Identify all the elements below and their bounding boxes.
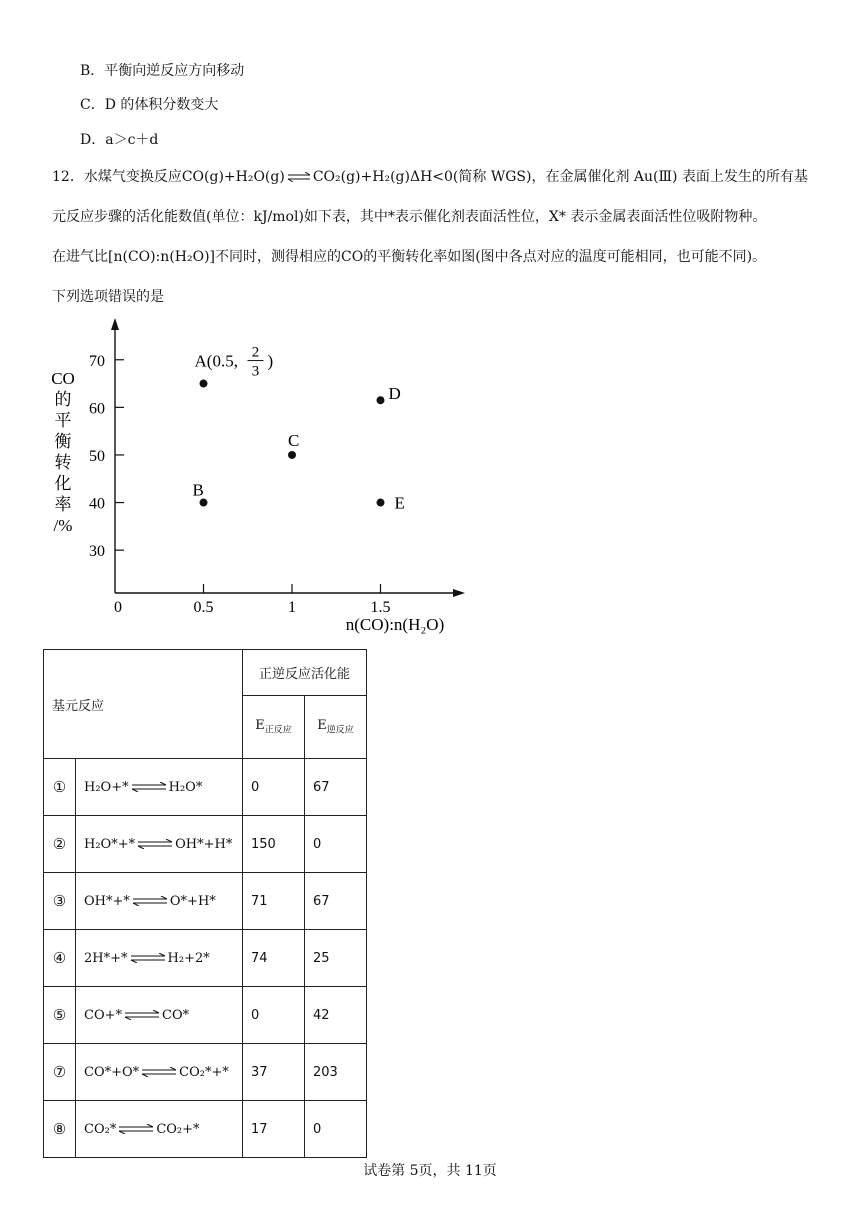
e-reverse-value: 0 [305,1101,367,1158]
table-row [44,987,367,1044]
products: H₂O* [168,779,203,795]
products: O*+H* [169,893,216,909]
e-reverse-value: 67 [305,759,367,816]
products: CO* [162,1007,190,1023]
e-reverse-value: 0 [305,816,367,873]
y-axis-arrow-icon [111,318,119,330]
e-reverse-value: 25 [305,930,367,987]
option-b: B．平衡向逆反应方向移动 [80,63,245,79]
option-c: C．D 的体积分数变大 [80,97,219,113]
reaction-left: CO(g)+H₂O(g) [181,169,285,185]
equilibrium-arrow-icon [118,1124,154,1134]
point-label: B [192,480,204,500]
products: H₂+2* [167,950,210,966]
row-number: ② [44,816,76,873]
reaction-equation [76,873,243,930]
e-forward-value: 74 [243,930,305,987]
y-axis-label-char: 的 [54,390,72,409]
table-row [44,1101,367,1158]
e-reverse-value: 203 [305,1044,367,1101]
fraction-numerator: 2 [251,344,260,361]
e-reverse-value: 67 [305,873,367,930]
reactants: H₂O+* [84,779,129,795]
reaction-equation [76,987,243,1044]
x-axis-label: n(CO):n(H₂O) [345,615,445,634]
table-row [44,759,367,816]
question-line-2: 元反应步骤的活化能数值(单位：kJ/mol)如下表，其中*表示催化剂表面活性位，X* 表示金属表面活性位吸附物种。 [52,209,767,225]
reactants: CO+* [84,1007,122,1023]
y-tick-label: 50 [89,447,105,465]
e-reverse-value: 42 [305,987,367,1044]
y-tick-label: 30 [89,543,105,561]
table-row [44,1044,367,1101]
row-number: ③ [44,873,76,930]
question-line-1-rest: (简称 WGS)，在金属催化剂 Au(Ⅲ) 表面上发生的所有基 [452,169,808,185]
point-label-close: ) [267,351,274,371]
e-forward-value: 0 [243,987,305,1044]
table-row [44,873,367,930]
reactants: CO₂* [84,1121,117,1137]
header-elementary-reaction: 基元反应 [44,650,243,759]
question-line-1 [52,166,808,186]
reaction-equation [76,930,243,987]
e-forward-value: 17 [243,1101,305,1158]
data-point [200,499,208,507]
y-axis-label-char: 转 [54,453,72,472]
products: CO₂+* [156,1121,200,1137]
x-tick-label: 0 [114,599,122,616]
e-forward-value: 0 [243,759,305,816]
equilibrium-arrow-icon [130,953,166,963]
y-tick-label: 60 [89,400,105,418]
scatter-chart [40,312,480,642]
e-forward-value: 71 [243,873,305,930]
question-line-3: 在进气比[n(CO):n(H₂O)]不同时，测得相应的CO的平衡转化率如图(图中各点对应的温度可能相同，也可能不同)。 [52,249,767,265]
x-tick-label: 1 [288,599,296,616]
y-axis-label-char: 率 [54,495,72,514]
reaction-equation [76,1101,243,1158]
products: OH*+H* [175,836,233,852]
data-point [377,396,385,404]
row-number: ④ [44,930,76,987]
y-axis-label-char: /% [53,516,73,535]
reactants: H₂O*+* [84,836,136,852]
data-point [288,451,296,459]
reaction-equation [76,759,243,816]
data-point [200,380,208,388]
equilibrium-arrow-icon [137,839,173,849]
point-label: E [394,493,405,513]
e-forward-value: 150 [243,816,305,873]
question-line-4: 下列选项错误的是 [52,289,164,305]
fraction-denominator: 3 [251,363,260,380]
reactants: OH*+* [84,893,130,909]
y-tick-label: 40 [89,495,105,513]
row-number: ⑦ [44,1044,76,1101]
y-axis-label-char: 平 [54,411,72,430]
row-number: ① [44,759,76,816]
page-footer: 试卷第 5页，共 11页 [363,1163,497,1179]
table-row [44,816,367,873]
reactants: 2H*+* [84,950,128,966]
header-e-reverse: $E_{逆反应}$ [305,696,367,759]
equilibrium-arrow-icon [141,1067,177,1077]
row-number: ⑧ [44,1101,76,1158]
x-tick-label: 1.5 [370,599,391,616]
y-axis-label-char: 化 [54,474,72,493]
e-forward-value: 37 [243,1044,305,1101]
y-axis-label-char: 衡 [54,432,72,451]
reaction-table [43,649,367,1158]
equilibrium-arrow-icon [132,896,168,906]
data-point [377,499,385,507]
x-tick-label: 0.5 [193,599,214,616]
header-activation-energy: 正逆反应活化能 [243,650,367,696]
row-number: ⑤ [44,987,76,1044]
reaction-right: CO₂(g)+H₂(g)ΔH<0 [312,169,453,185]
y-tick-label: 70 [89,352,105,370]
option-d: D．a＞c＋d [80,132,159,148]
equilibrium-arrow-icon [131,782,167,792]
reaction-equation [76,816,243,873]
y-axis-label-char: CO [51,369,75,388]
x-axis-arrow-icon [453,589,465,597]
point-label: A(0.5, [194,351,238,371]
reaction-equation [76,1044,243,1101]
reactants: CO*+O* [84,1064,140,1080]
header-e-forward: $E_{正反应}$ [243,696,305,759]
products: CO₂*+* [179,1064,229,1080]
point-label: C [288,430,300,450]
equilibrium-arrow-icon [287,172,311,182]
question-number-text: 12．水煤气变换反应 [52,169,182,185]
equilibrium-arrow-icon [124,1010,160,1020]
point-label: D [388,384,401,404]
table-row [44,930,367,987]
